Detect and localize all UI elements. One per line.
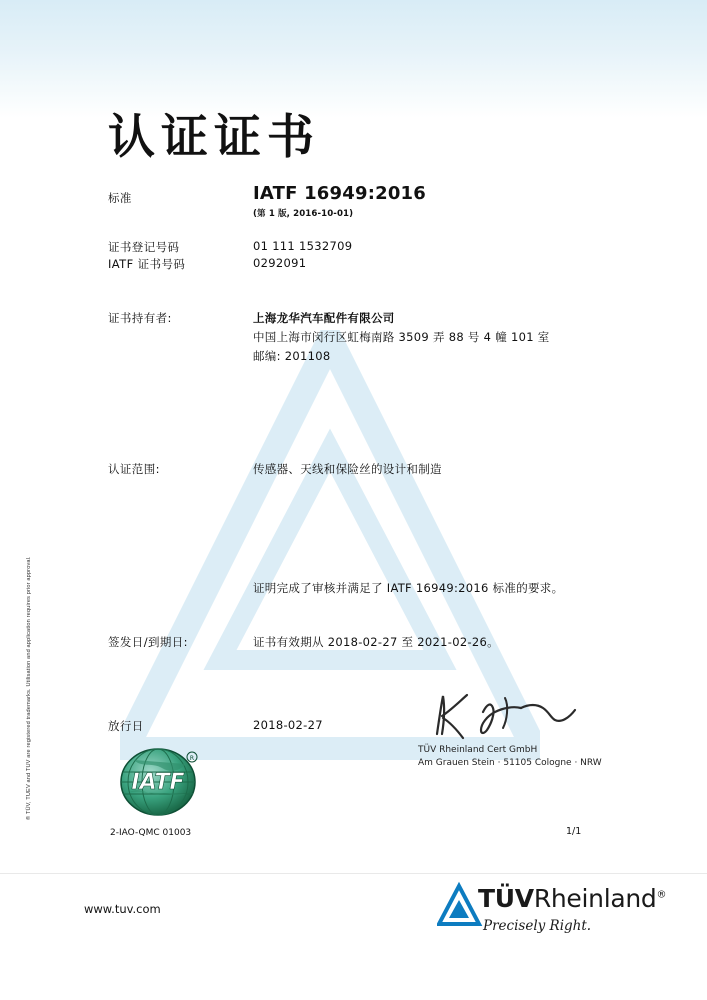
holder-label: 证书持有者: xyxy=(108,311,172,325)
header-gradient-band xyxy=(0,0,707,118)
scope-label: 认证范围: xyxy=(108,462,160,476)
tuv-brand-bold: TÜV xyxy=(478,884,534,913)
signature-mark xyxy=(425,690,605,740)
holder-address: 中国上海市闵行区虹梅南路 3509 弄 88 号 4 幢 101 室 xyxy=(253,330,550,344)
holder-name: 上海龙华汽车配件有限公司 xyxy=(253,311,395,325)
side-legal-text: ® TÜV, TUEV and TUV are registered trademarks. Utilisation and application requires prior approval. xyxy=(26,556,32,820)
svg-text:IATF: IATF xyxy=(131,770,185,795)
tuv-website-url[interactable]: www.tuv.com xyxy=(84,902,161,916)
signature-organization: TÜV Rheinland Cert GmbH xyxy=(418,745,538,755)
scope-value: 传感器、天线和保险丝的设计和制造 xyxy=(253,462,442,476)
registration-number-label: 证书登记号码 xyxy=(108,240,180,254)
release-date-label: 放行日 xyxy=(108,719,144,733)
svg-text:R: R xyxy=(189,755,195,762)
iatf-seal-icon xyxy=(112,742,204,820)
signature-address: Am Grauen Stein · 51105 Cologne · NRW xyxy=(418,758,602,768)
standard-label: 标准 xyxy=(108,191,132,205)
tuv-tagline: Precisely Right. xyxy=(483,918,592,934)
registration-number-value: 01 111 1532709 xyxy=(253,239,353,253)
issue-expiry-value: 证书有效期从 2018-02-27 至 2021-02-26。 xyxy=(253,635,499,649)
tuv-brand-name xyxy=(478,884,666,913)
tuv-brand-light: Rheinland xyxy=(533,884,657,913)
seal-code: 2-IAO-QMC 01003 xyxy=(110,828,192,838)
conformity-statement: 证明完成了审核并满足了 IATF 16949:2016 标准的要求。 xyxy=(253,581,564,595)
standard-value: IATF 16949:2016 xyxy=(253,183,426,204)
footer-divider xyxy=(0,873,707,874)
release-date-value: 2018-02-27 xyxy=(253,718,323,732)
standard-edition: (第 1 版, 2016-10-01) xyxy=(253,209,354,219)
page-number: 1/1 xyxy=(566,826,582,837)
holder-postcode: 邮编: 201108 xyxy=(253,349,331,363)
iatf-number-value: 0292091 xyxy=(253,256,307,270)
iatf-number-label: IATF 证书号码 xyxy=(108,257,186,271)
page-title: 认证证书 xyxy=(108,110,320,165)
issue-expiry-label: 签发日/到期日: xyxy=(108,635,188,649)
registered-mark: ® xyxy=(656,889,667,901)
